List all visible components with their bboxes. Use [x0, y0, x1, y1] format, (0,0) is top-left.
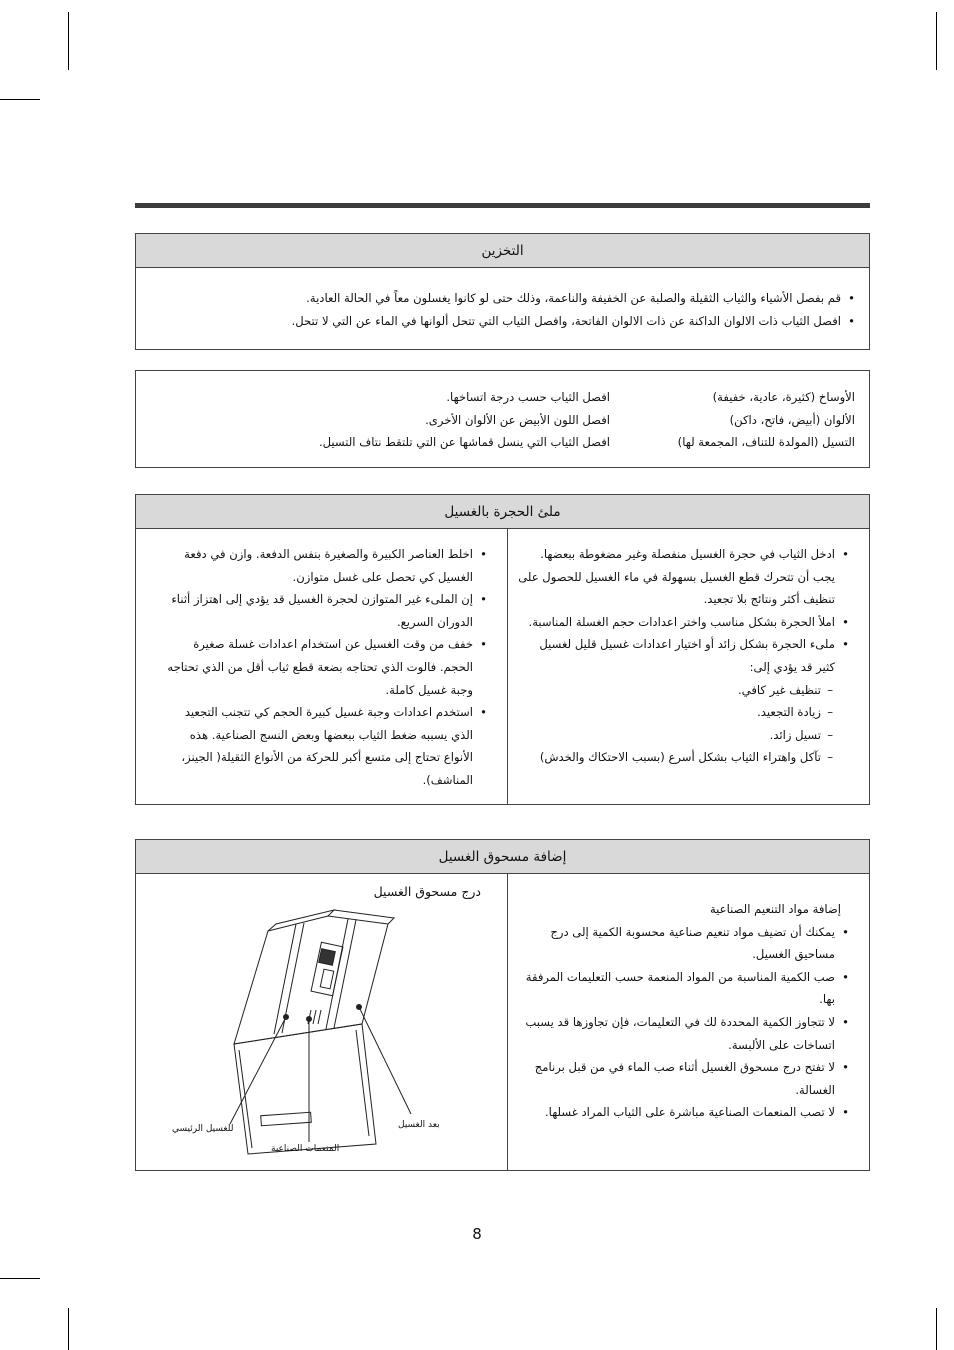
- storage-section: [135, 233, 870, 350]
- sort-desc: افصل اللون الأبيض عن الألوان الأخرى.: [425, 412, 610, 427]
- sorting-table: [136, 371, 869, 454]
- leader-line-main: [230, 1017, 286, 1124]
- list-item: • قم بفصل الأشياء والثياب الثقيلة والصلبة عن الخفيفة والناعمة، وذلك حتى لو كانوا يغسلون معاً في الحالة العادية.: [146, 287, 855, 310]
- list-item: • خفف من وقت الغسيل عن استخدام اعدادات غسلة صغيرة الحجم. فالوت الذي تحتاجه بضعة قطع ثياب أقل من الذي تحتاجه وجبة غسيل كاملة.: [164, 633, 487, 701]
- header-rule: [135, 203, 870, 208]
- detergent-right-column: [507, 874, 869, 1170]
- drawer-handle: [261, 1112, 312, 1125]
- loading-section: [135, 494, 870, 805]
- detergent-title: إضافة مسحوق الغسيل: [136, 840, 869, 874]
- sort-term: التسيل (المولدة للتناف، المجمعة لها): [677, 435, 855, 450]
- sorting-section: [135, 370, 870, 468]
- figure-title: درج مسحوق الغسيل: [373, 884, 481, 899]
- drawer-front-panel: [234, 1024, 376, 1154]
- sort-desc: افصل الثياب حسب درجة اتساخها.: [446, 390, 610, 404]
- list-item: – تسيل زائد.: [518, 724, 833, 747]
- list-item: • ادخل الثياب في حجرة الغسيل منفصلة وغير مضغوطة ببعضها. يجب أن تتحرك قطع الغسيل بسهولة في ماء الغسيل للحصول على تنظيف أكثر ونتائج بلا تجعيد.: [518, 543, 849, 611]
- list-item: • لا تتجاوز الكمية المحددة لك في التعليمات، فإن تجاوزها قد يسبب اتساخات على الألبسة.: [516, 1011, 849, 1056]
- crop-mark: [936, 1308, 937, 1350]
- insert-rib: [318, 1010, 321, 1024]
- label-after-wash: بعد الغسيل: [398, 1120, 440, 1130]
- leader-line-after: [359, 1007, 411, 1114]
- page-number: 8: [472, 1225, 482, 1243]
- list-item: – زيادة التجعيد.: [518, 701, 833, 724]
- table-row: [146, 386, 855, 409]
- softener-slot: [320, 969, 334, 989]
- crop-mark: [68, 12, 69, 70]
- drawer-tray: [234, 916, 388, 1044]
- drawer-back-wall: [268, 910, 334, 931]
- list-item: • اخلط العناصر الكبيرة والصغيرة بنفس الدفعة. وازن في دفعة الغسيل كي تحصل على غسل متوازن.: [164, 543, 487, 588]
- loading-dash-list: [518, 679, 833, 769]
- loading-title: ملئ الحجرة بالغسيل: [136, 495, 869, 529]
- list-item: • افصل الثياب ذات الالوان الداكنة عن ذات الالوان الفاتحة، وافصل الثياب التي تتحل ألوانها في الماء عن التي لا تتحل.: [146, 310, 855, 333]
- list-item: • ملىء الحجرة بشكل زائد أو اختيار اعدادات غسيل قليل لغسيل كثير قد يؤدي إلى:: [518, 633, 849, 678]
- loading-columns: [136, 529, 869, 804]
- sort-term: الأوساخ (كثيرة، عادية، خفيفة): [712, 390, 855, 404]
- list-item: • لا تصب المنعمات الصناعية مباشرة على الثياب المراد غسلها.: [516, 1101, 849, 1124]
- storage-title: التخزين: [136, 234, 869, 268]
- storage-list: [136, 268, 869, 332]
- softener-cap: [319, 949, 336, 966]
- detergent-section: [135, 839, 870, 1171]
- list-item: – تآكل واهتراء الثياب بشكل أسرع (بسبب الاحتكاك والخدش): [518, 746, 833, 769]
- loading-left-column: [136, 529, 507, 804]
- crop-mark: [68, 1308, 69, 1350]
- label-softener: المنعمات الصناعية: [271, 1144, 340, 1154]
- sort-term: الألوان (أبيض، فاتح، داكن): [729, 412, 855, 427]
- label-main-wash: للغسيل الرئيسي: [172, 1124, 234, 1134]
- list-item: • استخدم اعدادات وجبة غسيل كبيرة الحجم كي تتجنب التجعيد الذي يسببه ضغط الثياب ببعضها وبعض النسج الصناعية. هذه الأنواع تحتاج إلى متسع أكبر للحركة من الأنواع الثقيلة( الجينز، المناشف).: [164, 701, 487, 791]
- crop-mark: [0, 1278, 40, 1279]
- loading-right-list: [518, 543, 849, 679]
- detergent-columns: [136, 874, 869, 1170]
- softener-subtitle: إضافة مواد التنعيم الصناعية: [709, 902, 841, 916]
- crop-mark: [936, 12, 937, 70]
- loading-right-column: [507, 529, 869, 804]
- sort-desc: افصل الثياب التي ينسل قماشها عن التي تلتقط نتاف التسيل.: [318, 435, 610, 450]
- crop-mark: [0, 99, 40, 100]
- list-item: – تنظيف غير كافي.: [518, 679, 833, 702]
- list-item: • املأ الحجرة بشكل مناسب واختر اعدادات حجم الغسلة المناسبة.: [518, 611, 849, 634]
- list-item: • يمكنك أن تضيف مواد تنعيم صناعية محسوبة الكمية إلى درج مساحيق الغسيل.: [516, 921, 849, 966]
- table-row: [146, 409, 855, 432]
- insert-rib: [313, 1010, 316, 1024]
- table-row: [146, 431, 855, 454]
- drawer-side-wall: [334, 910, 394, 924]
- list-item: • لا تفتح درج مسحوق الغسيل أثناء صب الماء في من قبل برنامج الغسالة.: [516, 1056, 849, 1101]
- list-item: • إن الملىء غير المتوازن لحجرة الغسيل قد يؤدي إلى اهتزاز أثناء الدوران السريع.: [164, 588, 487, 633]
- loading-left-list: [164, 543, 487, 792]
- panel-edge: [356, 1030, 369, 1136]
- list-item: • صب الكمية المناسبة من المواد المنعمة حسب التعليمات المرفقة بها.: [516, 966, 849, 1011]
- detergent-list: [516, 921, 849, 1124]
- drawer-figure: [136, 874, 507, 1170]
